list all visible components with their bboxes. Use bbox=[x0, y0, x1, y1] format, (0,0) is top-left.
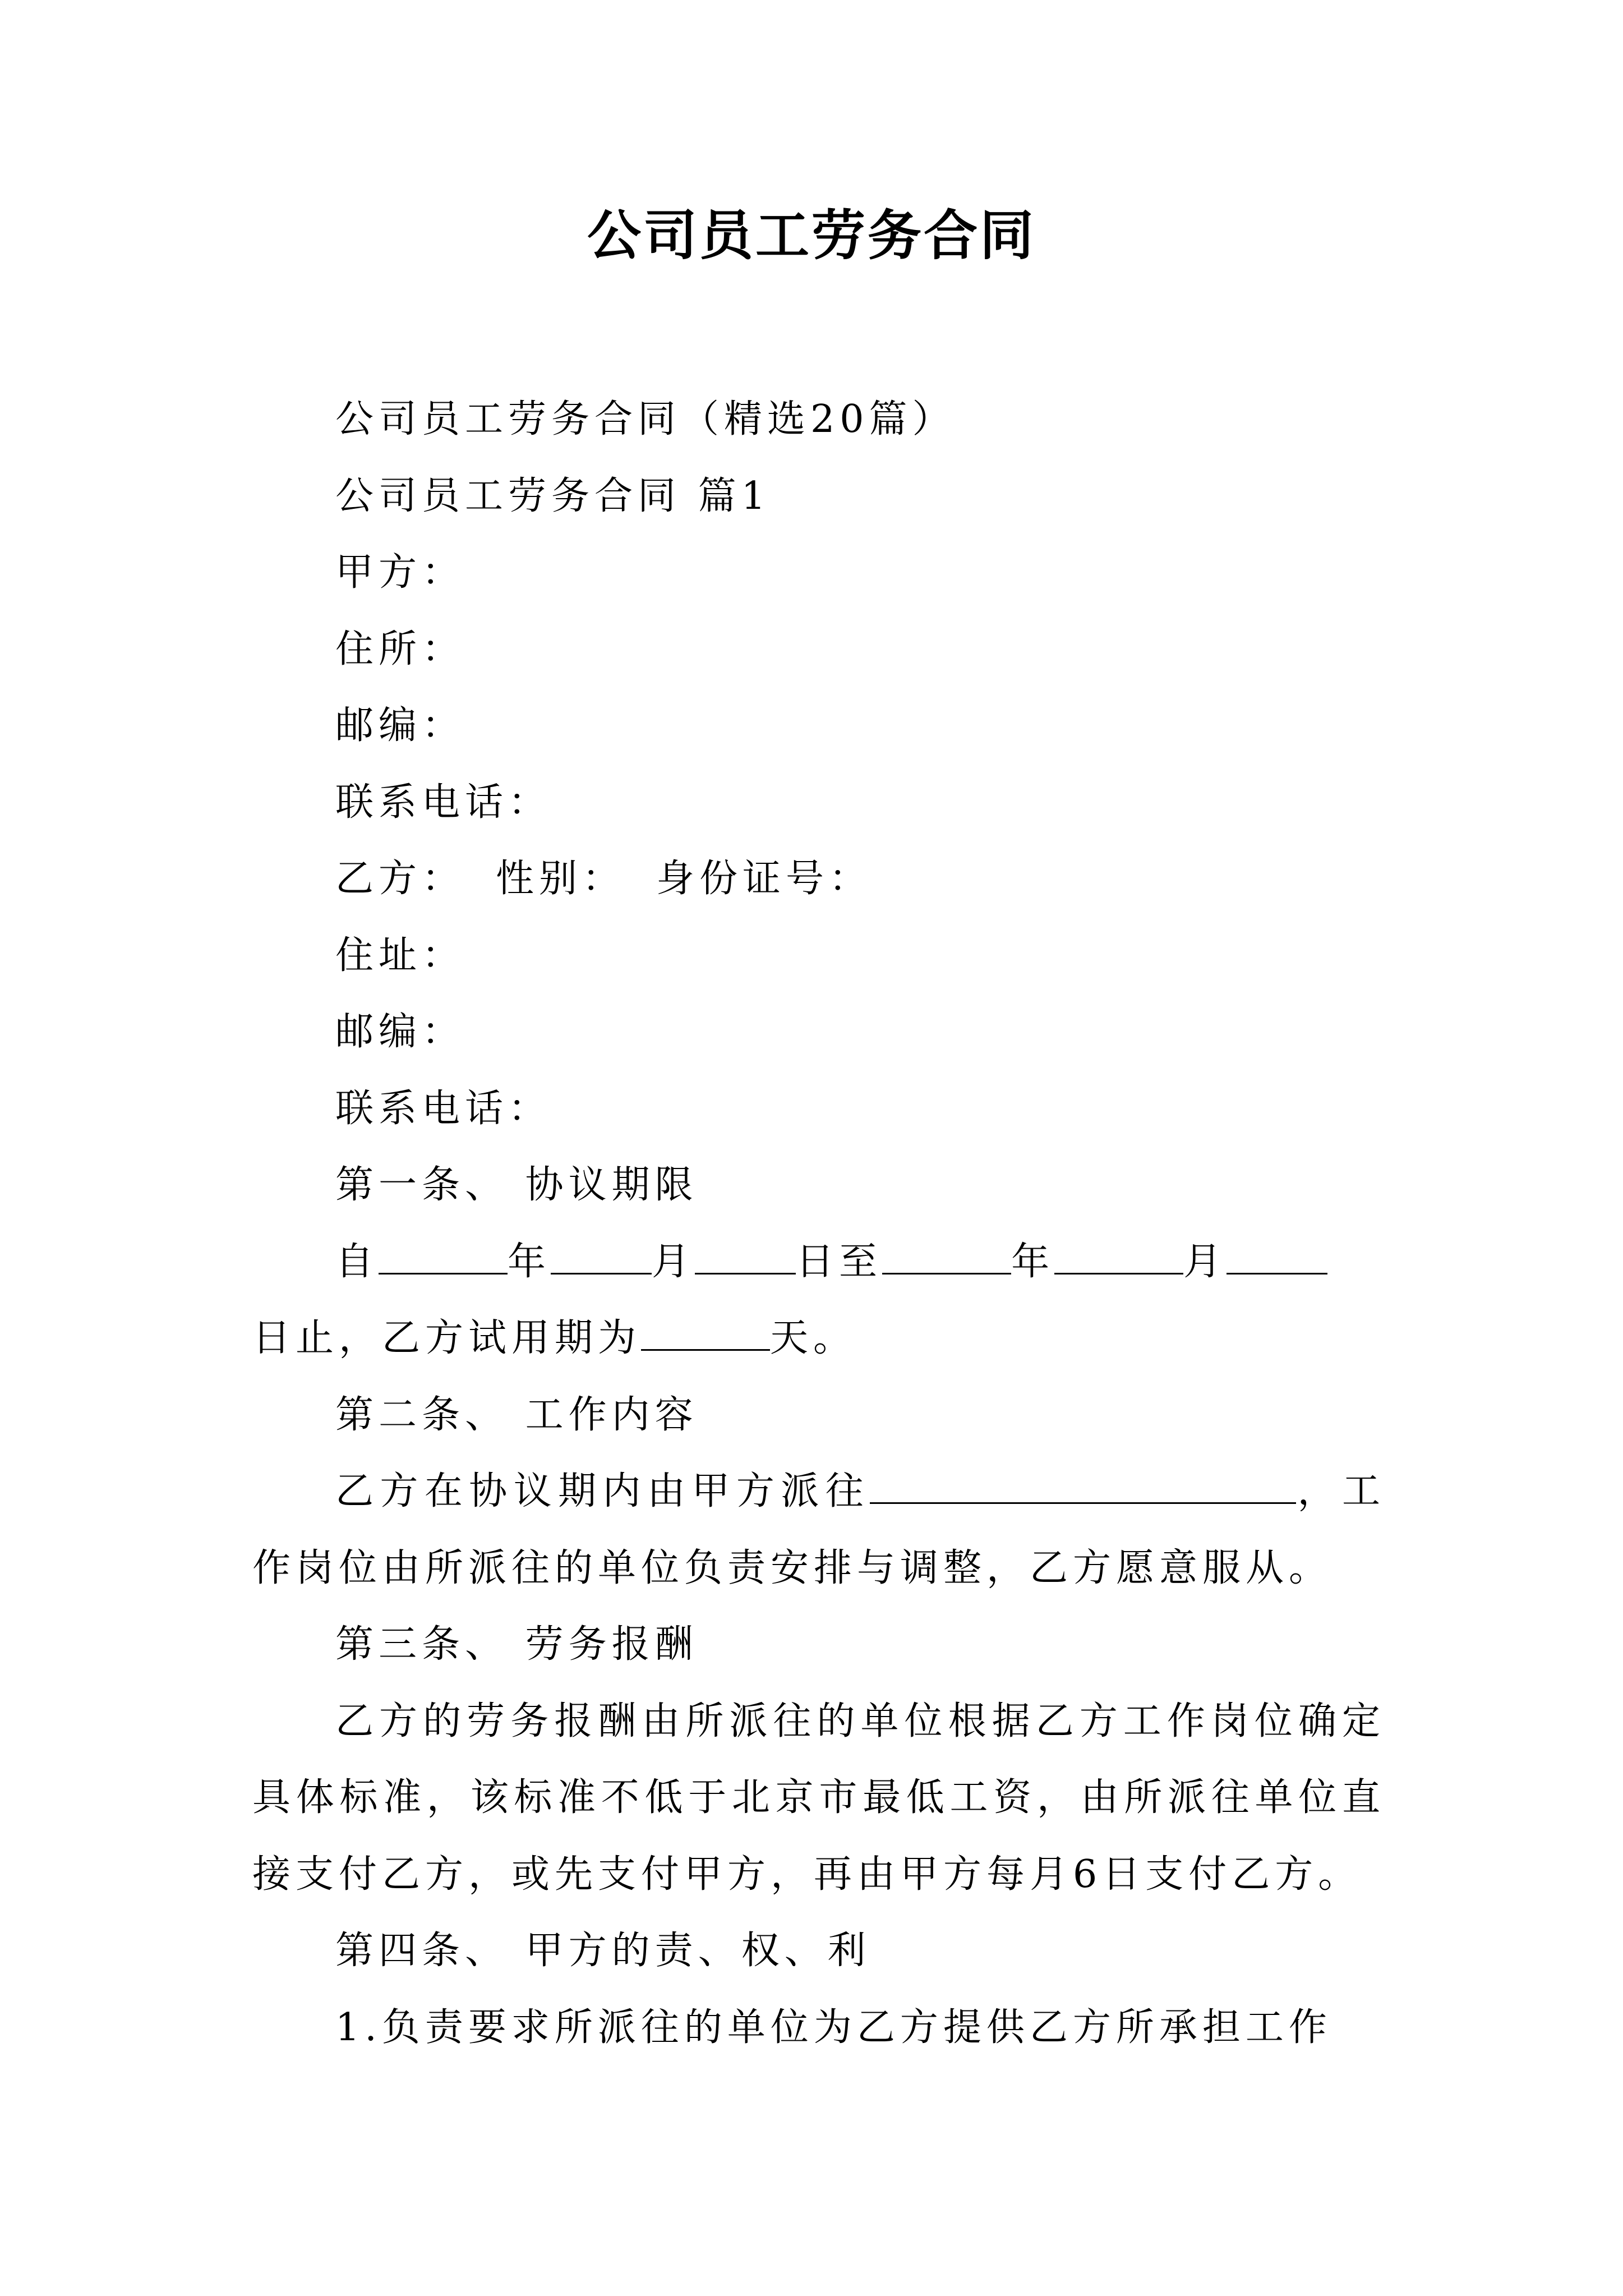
section-title: 公司员工劳务合同 篇1 bbox=[335, 473, 771, 518]
article-1-text-day-to: 日至 bbox=[796, 1239, 883, 1284]
party-b-line bbox=[252, 841, 1385, 918]
article-1-title: 第一条、 协议期限 bbox=[335, 1163, 698, 1207]
party-a-label: 甲方： bbox=[335, 550, 465, 595]
party-b-phone-label: 联系电话： bbox=[335, 1086, 552, 1131]
party-b-postcode-label: 邮编： bbox=[335, 1010, 465, 1054]
article-1-text-probation: 日止，乙方试用期为 bbox=[252, 1316, 642, 1360]
article-2-text-2: ，工作岗位由所派往的单位负责安排与调整，乙方愿意服从。 bbox=[252, 1469, 1385, 1590]
blank-start-day bbox=[695, 1239, 796, 1274]
article-4-title: 第四条、 甲方的责、权、利 bbox=[335, 1929, 871, 1973]
article-1-text-days: 天。 bbox=[770, 1316, 857, 1360]
party-a-address-label: 住所： bbox=[335, 627, 465, 671]
blank-start-month bbox=[551, 1239, 652, 1274]
party-b-label: 乙方： bbox=[335, 857, 465, 901]
article-2-text-1: 乙方在协议期内由甲方派往 bbox=[335, 1469, 870, 1513]
article-2-title: 第二条、 工作内容 bbox=[335, 1392, 698, 1437]
blank-dispatch-unit bbox=[870, 1469, 1296, 1504]
article-4-item-1: 1.负责要求所派往的单位为乙方提供乙方所承担工作 bbox=[335, 2005, 1332, 2050]
article-1-text-year-2: 年 bbox=[1011, 1239, 1055, 1284]
article-1-line-2 bbox=[252, 1300, 1385, 1377]
blank-probation-days bbox=[641, 1315, 770, 1351]
article-1-text-from: 自 bbox=[335, 1239, 379, 1284]
article-1-line-1 bbox=[252, 1224, 1385, 1301]
party-b-address-label: 住址： bbox=[335, 933, 465, 978]
blank-start-year bbox=[379, 1239, 508, 1274]
blank-end-day bbox=[1227, 1239, 1327, 1274]
document-heading: 公司员工劳务合同（精选20篇） bbox=[335, 397, 956, 441]
article-1-text-year: 年 bbox=[508, 1239, 551, 1284]
party-b-gender-label: 性别： bbox=[496, 857, 626, 901]
article-2-paragraph bbox=[252, 1453, 1385, 1607]
document-title: 公司员工劳务合同 bbox=[587, 204, 1036, 267]
article-1-text-month-2: 月 bbox=[1183, 1239, 1227, 1284]
party-a-postcode-label: 邮编： bbox=[335, 703, 465, 748]
party-a-phone-label: 联系电话： bbox=[335, 780, 552, 825]
article-3-paragraph: 乙方的劳务报酬由所派往的单位根据乙方工作岗位确定具体标准，该标准不低于北京市最低工资，由所派往单位直接支付乙方，或先支付甲方，再由甲方每月6日支付乙方。 bbox=[252, 1699, 1385, 1897]
party-b-id-label: 身份证号： bbox=[656, 857, 873, 901]
article-1-text-month: 月 bbox=[652, 1239, 695, 1284]
blank-end-month bbox=[1054, 1239, 1183, 1274]
article-3-title: 第三条、 劳务报酬 bbox=[335, 1622, 698, 1667]
blank-end-year bbox=[882, 1239, 1011, 1274]
document-body bbox=[252, 381, 1385, 2066]
